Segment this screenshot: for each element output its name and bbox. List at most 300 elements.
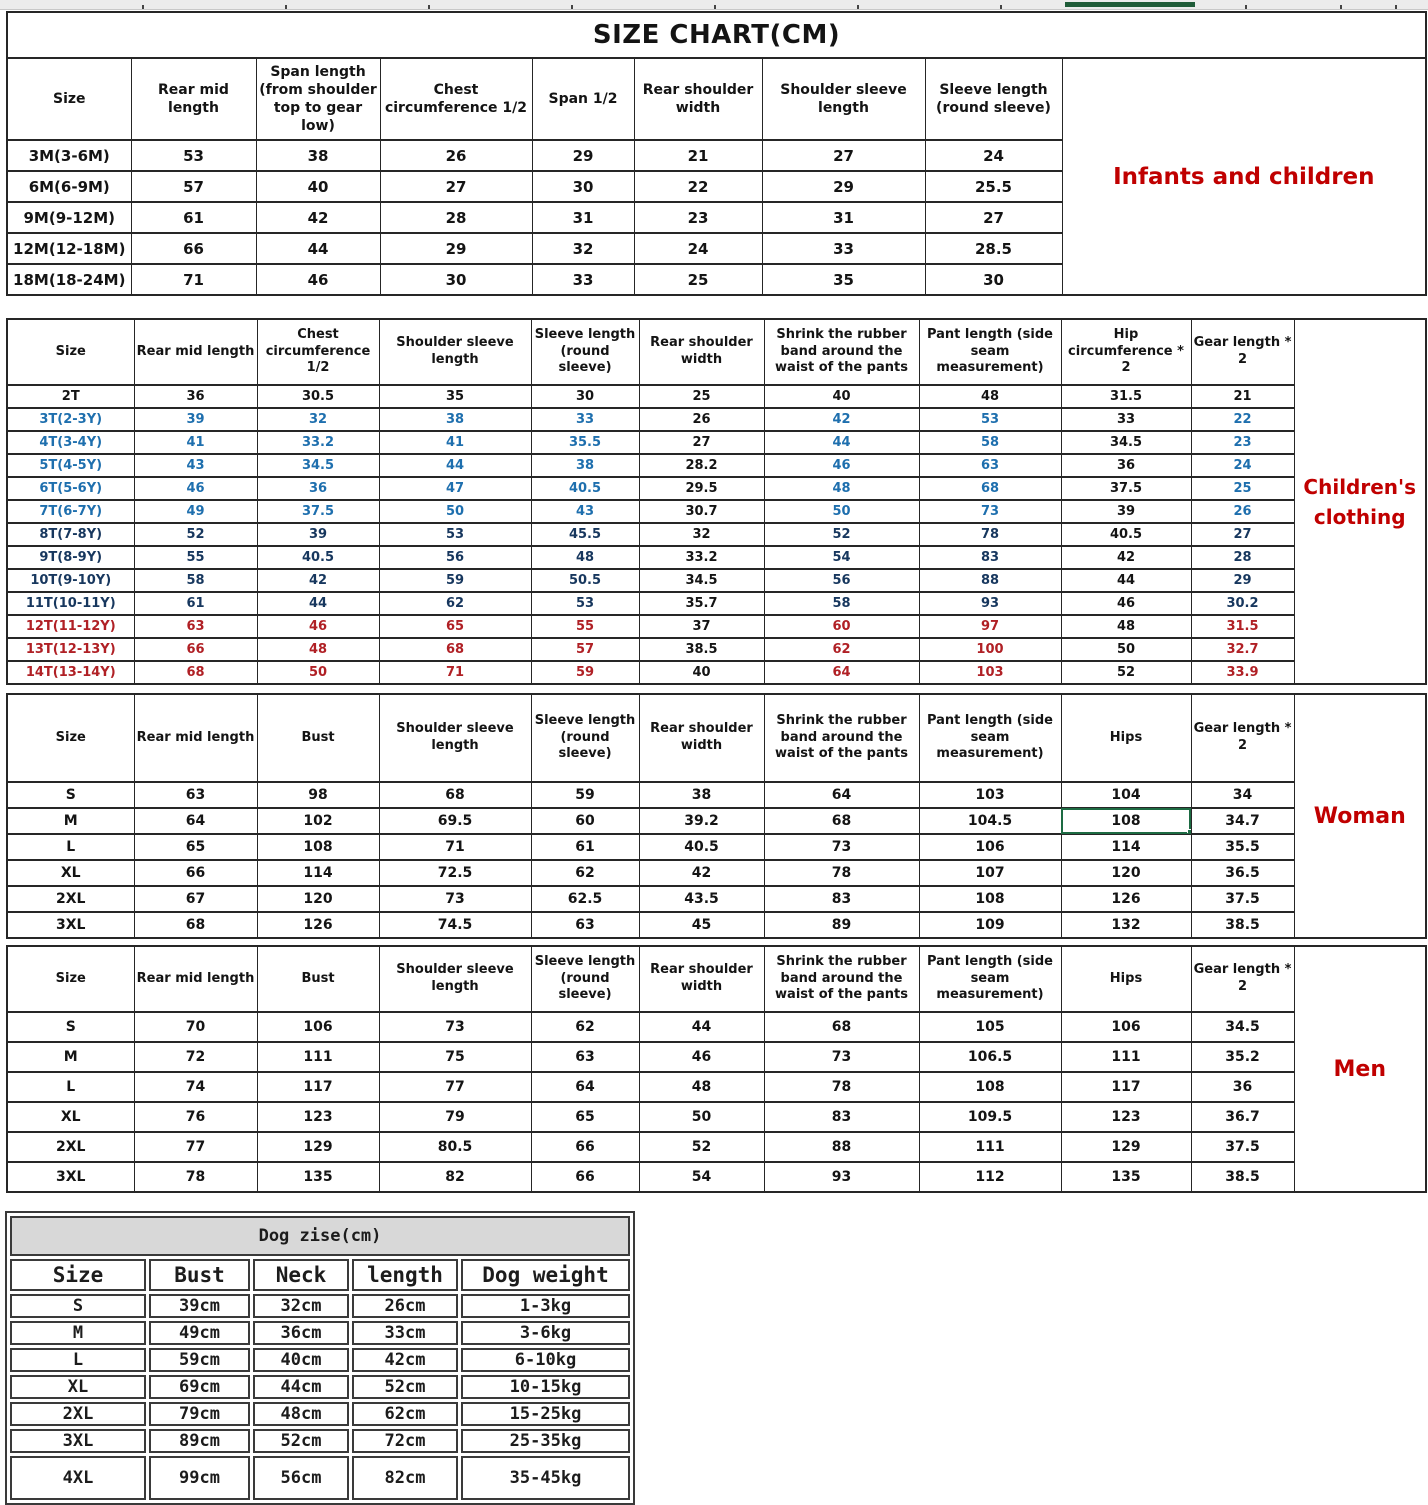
- header-cell: Gear length * 2: [1191, 319, 1294, 385]
- data-cell: 53: [131, 140, 256, 171]
- data-cell: 69.5: [379, 808, 531, 834]
- data-cell: 40.5: [531, 477, 639, 500]
- size-cell: 5T(4-5Y): [7, 454, 134, 477]
- data-cell: 58: [764, 592, 919, 615]
- data-cell: 132: [1061, 912, 1191, 938]
- data-cell: 57: [531, 638, 639, 661]
- data-cell: 42: [764, 408, 919, 431]
- data-cell: 24: [1191, 454, 1294, 477]
- data-cell: 23: [1191, 431, 1294, 454]
- dog-table-title: Dog zise(cm): [10, 1216, 630, 1256]
- header-cell: Hips: [1061, 946, 1191, 1012]
- data-cell: 48: [764, 477, 919, 500]
- data-cell: 39.2: [639, 808, 764, 834]
- table-row: [7, 615, 1426, 638]
- header-cell: Shrink the rubber band around the waist of the pants: [764, 946, 919, 1012]
- data-cell: 111: [1061, 1042, 1191, 1072]
- selected-cell: 108: [1061, 808, 1191, 834]
- header-cell: Rear shoulder width: [639, 946, 764, 1012]
- side-label: Men: [1294, 946, 1426, 1192]
- data-cell: 34.7: [1191, 808, 1294, 834]
- size-cell: 12M(12-18M): [7, 233, 131, 264]
- header-cell: Size: [7, 694, 134, 782]
- data-cell: 56cm: [253, 1456, 349, 1500]
- data-cell: 58: [919, 431, 1061, 454]
- data-cell: 60: [764, 615, 919, 638]
- data-cell: 106.5: [919, 1042, 1061, 1072]
- data-cell: 62: [531, 860, 639, 886]
- data-cell: 52: [1061, 661, 1191, 684]
- data-cell: 39: [134, 408, 257, 431]
- data-cell: 61: [134, 592, 257, 615]
- side-label: Children's clothing: [1294, 319, 1426, 684]
- column-tick: [1395, 5, 1397, 9]
- size-cell: 6M(6-9M): [7, 171, 131, 202]
- table-row: [10, 1456, 630, 1500]
- table-row: [7, 1042, 1426, 1072]
- data-cell: 52cm: [253, 1429, 349, 1453]
- data-cell: 78: [919, 523, 1061, 546]
- table-row: [7, 1072, 1426, 1102]
- data-cell: 42: [257, 569, 379, 592]
- data-cell: 71: [379, 661, 531, 684]
- data-cell: 46: [134, 477, 257, 500]
- table-row: [7, 1162, 1426, 1192]
- data-cell: 120: [257, 886, 379, 912]
- data-cell: 61: [131, 202, 256, 233]
- data-cell: 66: [531, 1162, 639, 1192]
- data-cell: 47: [379, 477, 531, 500]
- data-cell: 72cm: [352, 1429, 458, 1453]
- data-cell: 42: [256, 202, 380, 233]
- header-cell: Rear shoulder width: [639, 694, 764, 782]
- header-cell: Dog weight: [461, 1259, 630, 1291]
- data-cell: 88: [764, 1132, 919, 1162]
- size-cell: 3XL: [7, 1162, 134, 1192]
- data-cell: 83: [919, 546, 1061, 569]
- data-cell: 79cm: [149, 1402, 250, 1426]
- size-cell: 9T(8-9Y): [7, 546, 134, 569]
- header-cell: Gear length * 2: [1191, 694, 1294, 782]
- data-cell: 36cm: [253, 1321, 349, 1345]
- data-cell: 66: [531, 1132, 639, 1162]
- data-cell: 46: [1061, 592, 1191, 615]
- header-cell: Chest circumference 1/2: [380, 58, 532, 140]
- spreadsheet-top-strip: [0, 0, 1428, 10]
- size-cell: 7T(6-7Y): [7, 500, 134, 523]
- data-cell: 48: [1061, 615, 1191, 638]
- data-cell: 65: [134, 834, 257, 860]
- infants-table: [6, 11, 1427, 296]
- data-cell: 59: [531, 661, 639, 684]
- table-row: [7, 454, 1426, 477]
- size-cell: 6T(5-6Y): [7, 477, 134, 500]
- data-cell: 35.2: [1191, 1042, 1294, 1072]
- table-row: [10, 1429, 630, 1453]
- data-cell: 93: [764, 1162, 919, 1192]
- size-cell: 3T(2-3Y): [7, 408, 134, 431]
- data-cell: 29: [532, 140, 634, 171]
- data-cell: 73: [379, 1012, 531, 1042]
- data-cell: 53: [531, 592, 639, 615]
- data-cell: 62cm: [352, 1402, 458, 1426]
- green-cell-highlight: [1065, 2, 1195, 7]
- data-cell: 27: [762, 140, 925, 171]
- data-cell: 34.5: [1191, 1012, 1294, 1042]
- data-cell: 33: [1061, 408, 1191, 431]
- header-cell: Hips: [1061, 694, 1191, 782]
- children-table: [6, 318, 1427, 685]
- data-cell: 30: [380, 264, 532, 295]
- woman-table: [6, 693, 1427, 939]
- data-cell: 30: [532, 171, 634, 202]
- data-cell: 32.7: [1191, 638, 1294, 661]
- data-cell: 71: [379, 834, 531, 860]
- data-cell: 23: [634, 202, 762, 233]
- size-cell: 12T(11-12Y): [7, 615, 134, 638]
- children-size-table: [6, 318, 1428, 685]
- data-cell: 63: [531, 1042, 639, 1072]
- data-cell: 123: [257, 1102, 379, 1132]
- data-cell: 36.7: [1191, 1102, 1294, 1132]
- data-cell: 35: [379, 385, 531, 408]
- data-cell: 71: [131, 264, 256, 295]
- data-cell: 44: [257, 592, 379, 615]
- header-cell: Size: [7, 946, 134, 1012]
- table-row: [7, 500, 1426, 523]
- column-tick: [857, 5, 859, 9]
- data-cell: 37.5: [1191, 1132, 1294, 1162]
- data-cell: 52: [639, 1132, 764, 1162]
- table-row: [7, 912, 1426, 938]
- size-cell: L: [10, 1348, 146, 1372]
- size-cell: 3XL: [10, 1429, 146, 1453]
- data-cell: 123: [1061, 1102, 1191, 1132]
- data-cell: 50: [764, 500, 919, 523]
- header-cell: Shoulder sleeve length: [379, 694, 531, 782]
- data-cell: 29: [1191, 569, 1294, 592]
- data-cell: 64: [134, 808, 257, 834]
- data-cell: 114: [257, 860, 379, 886]
- header-cell: Bust: [257, 694, 379, 782]
- table-row: [7, 569, 1426, 592]
- data-cell: 50.5: [531, 569, 639, 592]
- data-cell: 82cm: [352, 1456, 458, 1500]
- table-row: [10, 1321, 630, 1345]
- table-row: [7, 385, 1426, 408]
- size-cell: 13T(12-13Y): [7, 638, 134, 661]
- table-row: [7, 782, 1426, 808]
- data-cell: 68: [919, 477, 1061, 500]
- data-cell: 33.9: [1191, 661, 1294, 684]
- size-cell: M: [7, 1042, 134, 1072]
- data-cell: 120: [1061, 860, 1191, 886]
- size-cell: 10T(9-10Y): [7, 569, 134, 592]
- data-cell: 103: [919, 782, 1061, 808]
- header-cell: Sleeve length (round sleeve): [531, 946, 639, 1012]
- size-cell: L: [7, 834, 134, 860]
- data-cell: 135: [1061, 1162, 1191, 1192]
- header-cell: Rear mid length: [134, 946, 257, 1012]
- data-cell: 52cm: [352, 1375, 458, 1399]
- data-cell: 40: [256, 171, 380, 202]
- data-cell: 57: [131, 171, 256, 202]
- header-cell: Gear length * 2: [1191, 946, 1294, 1012]
- data-cell: 31.5: [1061, 385, 1191, 408]
- header-cell: Shoulder sleeve length: [379, 946, 531, 1012]
- header-cell: length: [352, 1259, 458, 1291]
- data-cell: 50: [639, 1102, 764, 1132]
- size-cell: 14T(13-14Y): [7, 661, 134, 684]
- data-cell: 30.5: [257, 385, 379, 408]
- header-cell: Rear mid length: [131, 58, 256, 140]
- table-row: [7, 523, 1426, 546]
- table-row: [7, 431, 1426, 454]
- data-cell: 28.5: [925, 233, 1062, 264]
- header-cell: Shoulder sleeve length: [379, 319, 531, 385]
- data-cell: 106: [919, 834, 1061, 860]
- data-cell: 83: [764, 1102, 919, 1132]
- table-row: [7, 860, 1426, 886]
- data-cell: 46: [639, 1042, 764, 1072]
- header-cell: Size: [7, 58, 131, 140]
- data-cell: 35-45kg: [461, 1456, 630, 1500]
- data-cell: 54: [764, 546, 919, 569]
- data-cell: 111: [919, 1132, 1061, 1162]
- dog-size-table: [0, 1211, 1428, 1505]
- data-cell: 73: [919, 500, 1061, 523]
- data-cell: 37.5: [1191, 886, 1294, 912]
- data-cell: 36: [1191, 1072, 1294, 1102]
- header-cell: Sleeve length (round sleeve): [531, 319, 639, 385]
- data-cell: 43.5: [639, 886, 764, 912]
- table-row: [10, 1402, 630, 1426]
- data-cell: 33: [531, 408, 639, 431]
- data-cell: 36: [134, 385, 257, 408]
- data-cell: 44: [639, 1012, 764, 1042]
- data-cell: 31: [532, 202, 634, 233]
- data-cell: 108: [257, 834, 379, 860]
- header-cell: Sleeve length (round sleeve): [925, 58, 1062, 140]
- table-row: [10, 1294, 630, 1318]
- data-cell: 55: [531, 615, 639, 638]
- data-cell: 108: [919, 886, 1061, 912]
- data-cell: 68: [379, 638, 531, 661]
- data-cell: 36: [1061, 454, 1191, 477]
- table-row: [7, 408, 1426, 431]
- data-cell: 29: [380, 233, 532, 264]
- column-tick: [142, 5, 144, 9]
- data-cell: 50: [257, 661, 379, 684]
- header-cell: Hip circumference * 2: [1061, 319, 1191, 385]
- size-cell: 2T: [7, 385, 134, 408]
- data-cell: 59cm: [149, 1348, 250, 1372]
- data-cell: 38: [379, 408, 531, 431]
- side-label: Infants and children: [1062, 58, 1426, 295]
- column-tick: [1245, 5, 1247, 9]
- header-cell: Rear shoulder width: [639, 319, 764, 385]
- data-cell: 60: [531, 808, 639, 834]
- header-cell: Span length (from shoulder top to gear low): [256, 58, 380, 140]
- table-row: [7, 592, 1426, 615]
- data-cell: 37.5: [1061, 477, 1191, 500]
- size-cell: 2XL: [7, 1132, 134, 1162]
- data-cell: 38: [256, 140, 380, 171]
- data-cell: 40: [764, 385, 919, 408]
- size-cell: L: [7, 1072, 134, 1102]
- data-cell: 129: [1061, 1132, 1191, 1162]
- data-cell: 32: [257, 408, 379, 431]
- data-cell: 38: [531, 454, 639, 477]
- data-cell: 88: [919, 569, 1061, 592]
- data-cell: 68: [134, 912, 257, 938]
- data-cell: 27: [639, 431, 764, 454]
- data-cell: 104.5: [919, 808, 1061, 834]
- table-row: [10, 1375, 630, 1399]
- size-cell: 4T(3-4Y): [7, 431, 134, 454]
- data-cell: 106: [1061, 1012, 1191, 1042]
- size-cell: XL: [7, 1102, 134, 1132]
- data-cell: 89cm: [149, 1429, 250, 1453]
- data-cell: 99cm: [149, 1456, 250, 1500]
- men-table: [6, 945, 1427, 1193]
- size-cell: 4XL: [10, 1456, 146, 1500]
- header-cell: Pant length (side seam measurement): [919, 319, 1061, 385]
- header-cell: Size: [7, 319, 134, 385]
- size-cell: 11T(10-11Y): [7, 592, 134, 615]
- data-cell: 64: [531, 1072, 639, 1102]
- header-cell: Pant length (side seam measurement): [919, 694, 1061, 782]
- data-cell: 32cm: [253, 1294, 349, 1318]
- men-size-table: [6, 945, 1428, 1193]
- data-cell: 40: [639, 661, 764, 684]
- data-cell: 22: [1191, 408, 1294, 431]
- data-cell: 34: [1191, 782, 1294, 808]
- data-cell: 10-15kg: [461, 1375, 630, 1399]
- infants-size-table: [6, 11, 1428, 296]
- column-tick: [1000, 5, 1002, 9]
- column-tick: [571, 5, 573, 9]
- data-cell: 41: [379, 431, 531, 454]
- data-cell: 28: [1191, 546, 1294, 569]
- data-cell: 126: [1061, 886, 1191, 912]
- data-cell: 74.5: [379, 912, 531, 938]
- table-row: [7, 834, 1426, 860]
- table-row: [10, 1348, 630, 1372]
- data-cell: 108: [919, 1072, 1061, 1102]
- data-cell: 44cm: [253, 1375, 349, 1399]
- data-cell: 111: [257, 1042, 379, 1072]
- data-cell: 53: [919, 408, 1061, 431]
- size-cell: S: [10, 1294, 146, 1318]
- data-cell: 26cm: [352, 1294, 458, 1318]
- data-cell: 77: [134, 1132, 257, 1162]
- column-tick: [1340, 5, 1342, 9]
- data-cell: 62: [379, 592, 531, 615]
- data-cell: 27: [380, 171, 532, 202]
- data-cell: 73: [764, 834, 919, 860]
- data-cell: 102: [257, 808, 379, 834]
- data-cell: 40.5: [257, 546, 379, 569]
- data-cell: 109: [919, 912, 1061, 938]
- data-cell: 22: [634, 171, 762, 202]
- dog-table: [5, 1211, 635, 1505]
- data-cell: 74: [134, 1072, 257, 1102]
- data-cell: 64: [764, 782, 919, 808]
- data-cell: 63: [134, 615, 257, 638]
- data-cell: 29: [762, 171, 925, 202]
- data-cell: 45: [639, 912, 764, 938]
- table-row: [7, 477, 1426, 500]
- data-cell: 65: [531, 1102, 639, 1132]
- data-cell: 39cm: [149, 1294, 250, 1318]
- header-cell: Shrink the rubber band around the waist of the pants: [764, 694, 919, 782]
- size-cell: M: [7, 808, 134, 834]
- data-cell: 25: [639, 385, 764, 408]
- header-cell: Sleeve length (round sleeve): [531, 694, 639, 782]
- column-tick: [714, 5, 716, 9]
- data-cell: 66: [134, 638, 257, 661]
- data-cell: 34.5: [639, 569, 764, 592]
- data-cell: 41: [134, 431, 257, 454]
- data-cell: 1-3kg: [461, 1294, 630, 1318]
- page-title: SIZE CHART(CM): [7, 12, 1426, 58]
- data-cell: 32: [639, 523, 764, 546]
- data-cell: 104: [1061, 782, 1191, 808]
- data-cell: 30.7: [639, 500, 764, 523]
- header-cell: Size: [10, 1259, 146, 1291]
- data-cell: 43: [531, 500, 639, 523]
- data-cell: 25: [1191, 477, 1294, 500]
- data-cell: 50: [1061, 638, 1191, 661]
- data-cell: 69cm: [149, 1375, 250, 1399]
- data-cell: 35.5: [1191, 834, 1294, 860]
- data-cell: 15-25kg: [461, 1402, 630, 1426]
- data-cell: 26: [639, 408, 764, 431]
- data-cell: 42: [639, 860, 764, 886]
- data-cell: 82: [379, 1162, 531, 1192]
- data-cell: 24: [925, 140, 1062, 171]
- data-cell: 40.5: [1061, 523, 1191, 546]
- data-cell: 78: [764, 860, 919, 886]
- data-cell: 50: [379, 500, 531, 523]
- column-tick: [285, 5, 287, 9]
- side-label: Woman: [1294, 694, 1426, 938]
- header-cell: Shrink the rubber band around the waist of the pants: [764, 319, 919, 385]
- data-cell: 49cm: [149, 1321, 250, 1345]
- data-cell: 46: [257, 615, 379, 638]
- size-cell: 18M(18-24M): [7, 264, 131, 295]
- data-cell: 68: [764, 808, 919, 834]
- data-cell: 27: [925, 202, 1062, 233]
- data-cell: 62.5: [531, 886, 639, 912]
- data-cell: 48cm: [253, 1402, 349, 1426]
- data-cell: 42cm: [352, 1348, 458, 1372]
- data-cell: 48: [257, 638, 379, 661]
- data-cell: 100: [919, 638, 1061, 661]
- data-cell: 25: [634, 264, 762, 295]
- data-cell: 89: [764, 912, 919, 938]
- data-cell: 27: [1191, 523, 1294, 546]
- data-cell: 35: [762, 264, 925, 295]
- table-row: [7, 1102, 1426, 1132]
- header-cell: Chest circumference 1/2: [257, 319, 379, 385]
- data-cell: 135: [257, 1162, 379, 1192]
- size-cell: XL: [7, 860, 134, 886]
- table-row: [7, 638, 1426, 661]
- header-cell: Shoulder sleeve length: [762, 58, 925, 140]
- data-cell: 26: [1191, 500, 1294, 523]
